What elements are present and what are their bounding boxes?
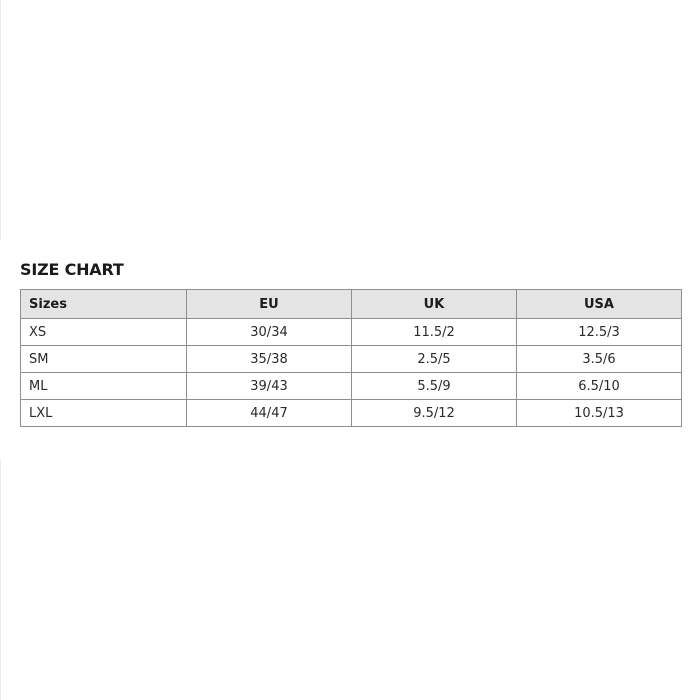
- cell-eu: 35/38: [187, 346, 352, 373]
- left-edge-line-bottom: [0, 460, 1, 700]
- cell-usa: 3.5/6: [517, 346, 682, 373]
- table-header-row: [21, 290, 682, 319]
- table-header: [21, 290, 682, 319]
- table-row: [21, 373, 682, 400]
- table-row: [21, 346, 682, 373]
- cell-uk: 2.5/5: [352, 346, 517, 373]
- cell-size: XS: [21, 319, 187, 346]
- table-row: [21, 319, 682, 346]
- cell-size: ML: [21, 373, 187, 400]
- cell-usa: 6.5/10: [517, 373, 682, 400]
- table-row: [21, 400, 682, 427]
- cell-size: SM: [21, 346, 187, 373]
- size-chart-table: [20, 289, 682, 427]
- cell-usa: 10.5/13: [517, 400, 682, 427]
- cell-uk: 11.5/2: [352, 319, 517, 346]
- header-eu: EU: [187, 290, 352, 319]
- cell-uk: 9.5/12: [352, 400, 517, 427]
- table-body: [21, 319, 682, 427]
- header-uk: UK: [352, 290, 517, 319]
- cell-eu: 44/47: [187, 400, 352, 427]
- cell-uk: 5.5/9: [352, 373, 517, 400]
- size-chart-title: SIZE CHART: [20, 260, 124, 279]
- left-edge-line-top: [0, 0, 1, 240]
- header-sizes: Sizes: [21, 290, 187, 319]
- cell-size: LXL: [21, 400, 187, 427]
- header-usa: USA: [517, 290, 682, 319]
- cell-eu: 39/43: [187, 373, 352, 400]
- cell-usa: 12.5/3: [517, 319, 682, 346]
- cell-eu: 30/34: [187, 319, 352, 346]
